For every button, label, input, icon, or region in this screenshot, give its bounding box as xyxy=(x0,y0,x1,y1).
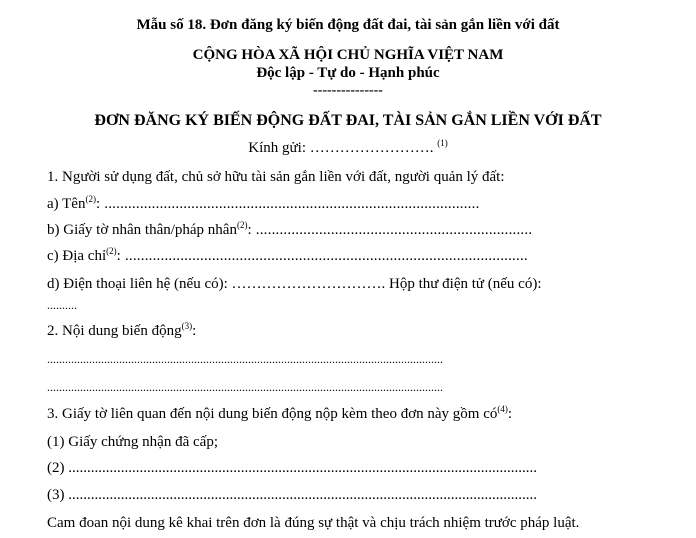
attachment-item-3-text: (3) ............................................................................................................................. xyxy=(47,487,537,503)
footnote-ref: (1) xyxy=(437,138,448,148)
phone-email-continuation: .......... xyxy=(47,298,77,312)
recipient-label: Kính gửi: ……………………. xyxy=(248,140,438,156)
name-dots: : ............................................................................................... xyxy=(95,196,480,212)
header-separator: --------------- xyxy=(313,83,383,98)
form-label: Mẫu số 18. Đơn đăng ký biến động đất đai, tài sản gắn liền với đất xyxy=(136,17,560,33)
id-document-label: b) Giấy tờ nhân thân/pháp nhân xyxy=(47,222,237,238)
country-name: CỘNG HÒA XÃ HỘI CHỦ NGHĨA VIỆT NAM xyxy=(192,47,504,63)
section3-heading-text: 3. Giấy tờ liên quan đến nội dung biến động nộp kèm theo đơn này gồm có xyxy=(47,406,498,422)
attachment-item-3 xyxy=(47,487,537,504)
id-document-dots: : ...................................................................... xyxy=(247,222,533,238)
section2-heading-text: 2. Nội dung biến động xyxy=(47,323,182,339)
footnote-ref: (2) xyxy=(85,194,96,204)
change-content-line-1: .................................................................................................................................... xyxy=(47,352,443,366)
national-motto: Độc lập - Tự do - Hạnh phúc xyxy=(256,65,440,81)
name-field xyxy=(47,196,480,213)
footnote-ref: (2) xyxy=(106,246,117,256)
section3-colon: : xyxy=(507,406,513,422)
phone-email-field: d) Điện thoại liên hệ (nếu có): …………………………. Hộp thư điện tử (nếu có): xyxy=(47,276,542,292)
attachment-item-2 xyxy=(47,460,537,477)
declaration: Cam đoan nội dung kê khai trên đơn là đúng sự thật và chịu trách nhiệm trước pháp luật. xyxy=(47,515,580,531)
address-field xyxy=(47,248,528,265)
footnote-ref: (3) xyxy=(181,321,193,331)
section3-heading xyxy=(47,406,512,423)
section2-colon: : xyxy=(192,323,197,339)
address-dots: : ...................................................................................................... xyxy=(116,248,528,264)
attachment-item-2-text: (2) ............................................................................................................................. xyxy=(47,460,537,476)
section1-heading: 1. Người sử dụng đất, chủ sở hữu tài sản gắn liền với đất, người quản lý đất: xyxy=(47,169,505,185)
name-label: a) Tên xyxy=(47,196,86,212)
address-label: c) Địa chỉ xyxy=(47,248,107,264)
document-title: ĐƠN ĐĂNG KÝ BIẾN ĐỘNG ĐẤT ĐAI, TÀI SẢN GẮN LIỀN VỚI ĐẤT xyxy=(94,112,602,129)
attachment-item-1: (1) Giấy chứng nhận đã cấp; xyxy=(47,434,218,450)
recipient-line xyxy=(0,140,696,157)
id-document-field xyxy=(47,222,532,239)
footnote-ref: (2) xyxy=(236,220,248,230)
section2-heading xyxy=(47,323,196,340)
footnote-ref: (4) xyxy=(497,404,508,414)
change-content-line-2: .................................................................................................................................... xyxy=(47,380,443,394)
